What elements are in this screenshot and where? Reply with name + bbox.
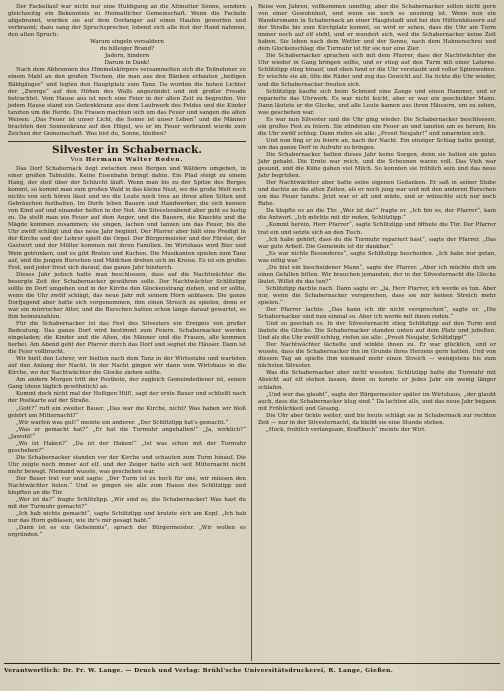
paragraph: „Und wer das glaubt“, sagte der Bürgermeister später im Wirtshaus, „der glaubt auch, dass die Schabernacker klug sind.“ Da lachten alle, und das neue Jahr begann mit Fröhlichkeit und Gesang. <box>258 391 496 412</box>
paragraph: Nach dem Abbrennen des Himmelskörpers versammelten sich die Teilnehmer zu einem Mahl an den großen Tischen, die man aus den Bänken erbauten „heiligen Bäldgänger“ und legten den Hauptplatz zum Tanz. Da wurden die hohen Lichter der „Zwerge“ auf den Höhen des Walls angezündet und mit großer Freude betrachtet. Vom Hause aus ist noch eine Feier in der alten Zeit zu begreifen. Vor jedem Hause stand ein Gedenkkranz aus dem Laubwerk des Feldes und die Kinder tanzten um die Herde. Die Frauen machten sich um das Feuer und sangen die alten Weisen: „Das Feuer ist unser Licht, die Sonne ist unser Leben“ und die Männer brachten den Sonnenkranz auf den Hügel, wo er im Feuer verbrannt wurde zum Zeichen der Gemeinschaft. Was bist du, Sonne, bleiben? <box>8 67 246 137</box>
paragraph: Der Nachtwächter aber hatte seine eigenen Gedanken. Er saß in seiner Stube und dachte an die alten Zeiten, als er noch jung war und mit den anderen Burschen um das Feuer tanzte. Jetzt war er alt und müde, und er wünschte sich nur noch Ruhe. <box>258 180 496 208</box>
paragraph: „Hock, frohlich verlangsam, Kraftbuch“ meinte der Wirt. <box>266 426 427 433</box>
right-column <box>258 4 496 434</box>
section-divider <box>8 141 246 142</box>
paragraph: Dieses Jahr jedoch hatte man beschlossen, dass auf die Nachtwächter die besorgte Zeit der Schabernacker gewähren solle. Der Nachtwächter Schlitzlipp sollte im Dorf umgehen und in der Kirche den Glockenstrang ziehen, und er sollte, wenn die Uhr zwölf schlägt, das neue Jahr mit seinem Horn anblasen. Die ganze Dorfjugend aber hatte sich vorgenommen, ihm einen Streich zu spielen, denn er war ein mürrischer Alter, und die Burschen hatten schon lange darauf gewartet, es ihm heimzuzahlen. <box>8 271 246 320</box>
paragraph: Schlitzlipp dachte nach. Dann sagte er: „Ja, Herr Pfarrer, ich werde es tun. Aber nur, wenn die Schabernacker versprechen, dass sie mir keinen Streich mehr spielen.“ <box>258 285 496 306</box>
column-divider <box>251 6 252 661</box>
paragraph: „Dann ist es ein Geheimnis“, sprach der Bürgermeister. „Wir wollen es ergründen.“ <box>8 525 246 539</box>
paragraph: „Wir warfen was gut!“ meinte ein anderer. „Der Schlitzlipp hat's gemacht.“ <box>16 419 229 426</box>
imprint-footer <box>4 663 500 678</box>
paragraph: Es war nun Silvester und die Uhr ging wieder. Die Schabernacker beschlossen, ein großes Fest zu feiern. Sie zündeten ein Feuer an und tanzten um es herum, bis die Uhr zwölf schlug. Dann riefen sie alle: „Prosit Neujahr!“ und umarmten sich. <box>258 116 496 137</box>
paragraph: „Ich hab nichts gemacht“, sagte Schlitzlipp und kratzte sich am Kopf. „Ich hab nur das Horn geblasen, wie ihr's mir gesagt habt.“ <box>8 511 246 525</box>
paragraph: „Was er gemacht hat?“ „Er hat die Turmuhr angehalten!“ „Ja, wirklich?“ „Jawohl!“ <box>8 426 246 440</box>
paragraph: Die Uhr aber tickte weiter, und bis heute schlägt sie in Schabernack zur rechten Zeit — nur in der Silvesternacht, da bleibt sie eine Stunde stehen. <box>258 412 496 426</box>
paragraph: Das Dorf Schabernack liegt zwischen zwei Bergen und Wäldern umgeben, in einer großen Talmulde. Keine Eisenbahn bringt dahin. Ein Pfad steigt zu einem Hang, der steil über der Schlucht läuft. Wenn man bis zu der Spitze des Berges kommt, so kommt man zum großen Wald in das kleine Nest, wo die große Welt noch nichts von sich hören lässt und wo die Leute noch treu an ihren alten Sitten und Gebräuchen festhalten. Im Dorfe leben Bauern und Handwerker, die sich kennen von Kind auf und einander helfen in der Not. Am Silvesterabend aber geht es lustig zu. Da stellt man ein Feuer auf dem Anger, und die Bauern, die Knechte und die Mägde kommen zusammen; sie singen, lachen und tanzen um das Feuer, bis die Uhr zwölf schlägt und das neue Jahr beginnt. Der Pfarrer aber hält eine Predigt in der Kirche und der Lehrer spielt die Orgel. Der Bürgermeister und der Förster, der Gastwirt und der Müller kommen mit ihren Familien. Im Wirtshaus wird Bier und Wein getrunken, und es gibt Braten und Kuchen. Die Musikanten spielen zum Tanz auf, und die jungen Burschen und Mädchen drehen sich im Kreise. Es ist ein großes Fest, und jeder freut sich darauf, das ganze Jahr hindurch. <box>8 165 246 271</box>
paragraph: Die Schabernacker standen vor der Kirche und schauten zum Turm hinauf. Die Uhr zeigte noch immer auf elf, und der Zeiger hatte sich seit Mitternacht nicht mehr bewegt. Niemand wusste, was geschehen war. <box>8 454 246 475</box>
byline-prefix: Von <box>70 156 84 163</box>
article-headline: Silvester in Schabernack. <box>52 143 202 156</box>
paragraph: Schlitzlipp kaufte sich beim Schmied eine Zange und einen Hammer, und er reparierte das Uhrwerk. Es war nicht leicht, aber er war ein geschickter Mann. Dann läutete er die Glocke, und alle Leute kamen aus ihren Häusern, um zu sehen, was geschehen war. <box>258 88 496 116</box>
paragraph: „Es war nichts Besonderes“, sagte Schlitzlipp bescheiden. „Ich habe nur getan, was nötig war.“ <box>258 250 496 264</box>
byline-author: Hermann Walter Roden. <box>85 156 184 163</box>
paragraph: Reise von Jahren, vollkommen unnötig, aber die Schabernacker sollen nicht gern von einer Gewohnheit, und wenn sie noch so unsinnig ist. Wenn nun ein Wandersmann in Schabernack an einer Hauptstadt und bei den Hüttenhäusern auf der Straße bis zum Kirchplatz kommt, so wird er sehen, dass die Uhr am Turm immer noch auf elf steht, und er wundert sich, weil die Schabernacker keine Zeit haben. Sie leben nach dem Wetter und der Sonne, nach dem Hahnenschrei und dem Glockenschlag; die Turmuhr ist für sie nur eine Zier. <box>258 4 496 53</box>
paragraph: Und so geschah es. In der Silvesternacht stieg Schlitzlipp auf den Turm und läutete die Glocke. Die Schabernacker standen unten auf dem Platz und jubelten. Und als die Uhr zwölf schlug, riefen sie alle: „Prosit Neujahr, Schlitzlipp!“ <box>258 321 496 342</box>
paragraph: Der Nachtwächter lächelte und winkte ihnen zu. Er war glücklich, und er wusste, dass die Schabernacker ihn im Grunde ihres Herzens gern hatten. Und von diesem Tag an spielte ihm niemand mehr einen Streich — wenigstens bis zum nächsten Silvester. <box>258 342 496 370</box>
imprint-text: Verantwortlich: Dr. Fr. W. Lange. — Druck und Verlag: Brühl'sche Universitätsdruckerei, R. Lange, Gießen. <box>4 667 394 674</box>
paragraph: Der Fackellauf war nicht nur eine Huldigung an die Altmutter Sonne, sondern gleichzeitig ein Bekenntnis zu Heimatlicher Gemeinschaft. Wenn die Fackeln abgebrannt, wurden sie auf dem Dorfanger auf einen Haufen geworfen und verbrannt; dazu sang der Spruchsprecher, lobend sich alle fest der Hand nahmen, den alten Spruch: <box>8 4 246 39</box>
paragraph: Was die Schabernacker aber nicht wussten: Schlitzlipp hatte die Turmuhr mit Absicht auf elf stehen lassen, denn so konnte er jedes Jahr ein wenig länger schlafen. <box>258 370 496 391</box>
verse-line: Warum singeln vorsaldern <box>89 39 165 46</box>
paragraph: „Ich habe gehört, dass du die Turmuhr repariert hast“, sagte der Pfarrer. „Das war gute Arbeit. Die Gemeinde ist dir dankbar.“ <box>258 236 496 250</box>
paragraph: Der Pfarrer lachte. „Das kann ich dir nicht versprechen“, sagte er. „Die Schabernacker sind nun einmal so. Aber ich werde mit ihnen reden.“ <box>258 307 496 321</box>
paragraph: Die Schabernacker sprachen sich mit dem Pfarrer, dass der Nachtwächter die Uhr wieder in Gang bringen sollte, und er stieg auf den Turm mit einer Laterne. Schlitzlipp stieg hinauf, und oben fand er die Uhr verstaubt und voller Spinnweben. Er wischte sie ab, ölte die Räder und zog das Gewicht auf. Da tickte die Uhr wieder, und die Schabernacker freuten sich. <box>258 53 496 88</box>
article-byline <box>8 157 246 164</box>
verse-line: Darum in Dank! <box>104 60 150 67</box>
paragraph: „Wer ist da?“ fragte Schlitzlipp. „Wir sind es, die Schabernacker! Was hast du mit der Turmuhr gemacht?“ <box>8 497 246 511</box>
paragraph: „Wo ist Haken?“ „Da ist der Haken!“ „Ist was schon mit der Turmuhr geschehen?“ <box>8 440 246 454</box>
paragraph: Am andern Morgen tritt der Postbote, der zugleich Gemeindediener ist, seinen Gang (denn täglich gewöhnlich) an. <box>8 377 246 391</box>
paragraph: Wir hielt den Lehrer, wir hielten nach dem Tanz in der Wirtsstube und warteten auf den Anfang der Nacht. In der Nacht gingen wir dann vom Wirtshaus in die Kirche, wo der Nachtwächter die Glocke ziehen sollte. <box>8 356 246 377</box>
paragraph: Der Bauer trat vor und sagte: „Der Turm ist zu hoch für uns, wir müssen den Nachtwächter holen.“ Und so gingen sie alle zum Hause des Schlitzlipp und klopften an die Tür. <box>8 476 246 497</box>
left-column <box>8 4 246 539</box>
paragraph: Kommt doch nicht mal der Heiligen Hilf!, sagt der erste Bauer und schließt nach der Postkarte auf der Straße. <box>8 391 246 405</box>
paragraph: Da klopfte es an die Tür. „Wer ist da?“ fragte er. „Ich bin es, der Pfarrer“, kam die Antwort. „Ich möchte mit dir reden, Schlitzlipp.“ <box>258 208 496 222</box>
paragraph: „Gott?“ ruft ein zweiter Bauer. „Das war die Kirche, nicht? Was haben wir bloß gehört um Mitternacht?“ <box>8 405 246 419</box>
paragraph: Die Schabernacker hatten dieses Jahr keine Sorgen, denn sie hatten ein gutes Jahr gehabt. Die Ernte war reich, und die Scheunen waren voll. Das Vieh war gesund, und die Kühe gaben viel Milch. So konnten sie fröhlich sein und das neue Jahr begrüßen. <box>258 151 496 180</box>
paragraph: Für die Schabernacker ist das Fest des Silvesters ein Ereignis von großer Bedeutung. Das ganze Dorf wird bestimmt zum Feiern. Schabernacker werden eingeladen; die Kinder und die Alten, die Männer und die Frauen, alle kommen herbei. Am Abend geht der Pfarrer durch das Dorf und segnet die Häuser. Dann ist die Feier vollbracht. <box>8 320 246 356</box>
paragraph: „Du bist ein bescheidener Mann“, sagte der Pfarrer. „Aber ich möchte dich um einen Gefallen bitten. Wir brauchen jemanden, der in der Silvesternacht die Glocke läutet. Willst du das tun?“ <box>258 264 496 285</box>
verse-line: Jadern, hindern <box>104 53 150 60</box>
verse-line: du hilleiger Brand? <box>99 46 155 53</box>
paragraph: Und nun fing er zu feiern an, nach der Nacht. Ein einziger Schlag hatte genügt, um das ganze Dorf in Aufruhr zu bringen. <box>258 137 496 151</box>
paragraph: „Kommt herein, Herr Pfarrer“, sagte Schlitzlipp und öffnete die Tür. Der Pfarrer trat ein und setzte sich an den Tisch. <box>258 222 496 236</box>
